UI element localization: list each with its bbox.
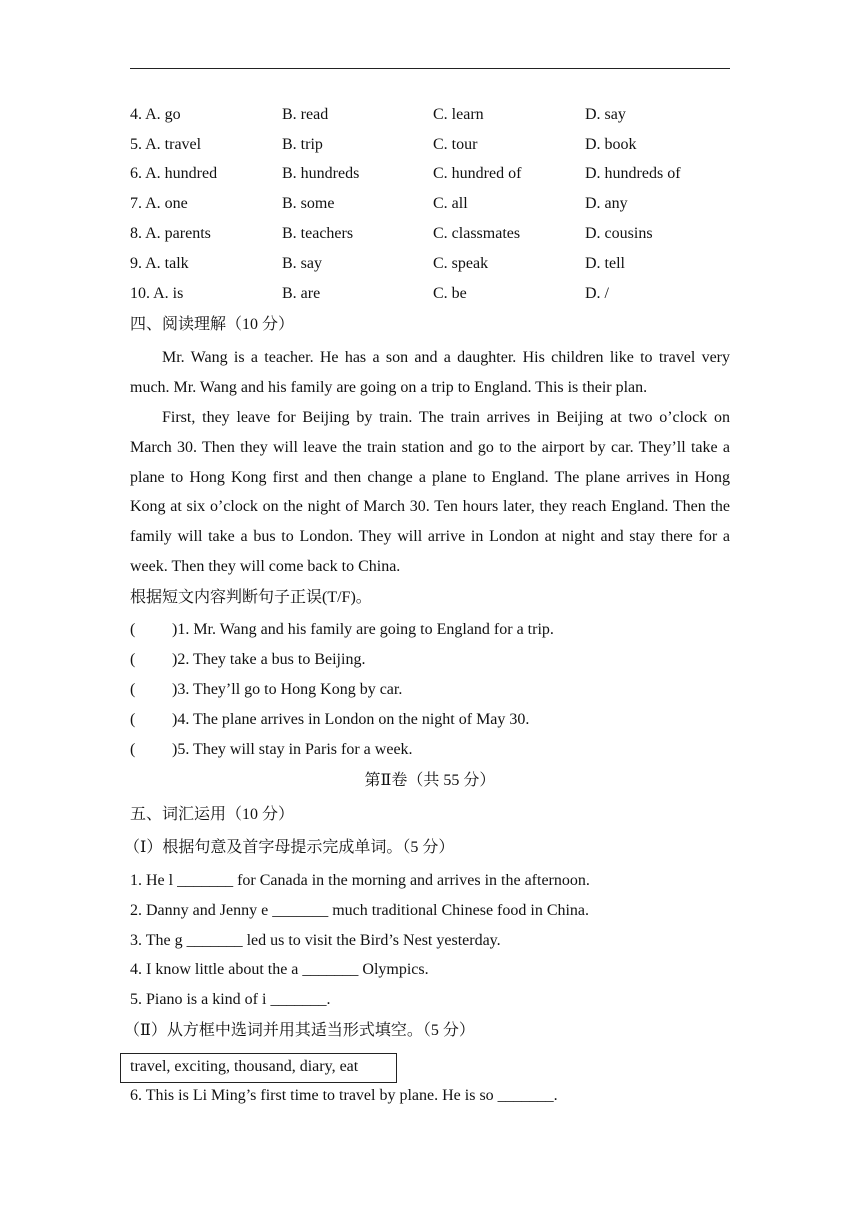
word-bank-box: [120, 1053, 397, 1083]
option-a: 10. A. is: [130, 285, 184, 302]
answer-blank[interactable]: (: [130, 741, 136, 758]
option-d: D. cousins: [585, 225, 653, 242]
option-c: C. hundred of: [433, 165, 522, 182]
option-a: 6. A. hundred: [130, 165, 218, 182]
section5-subheading-2: （Ⅱ）从方框中选词并用其适当形式填空。（5 分）: [124, 1022, 475, 1039]
section4-heading: 四、阅读理解（10 分）: [130, 316, 295, 333]
option-b: B. are: [282, 285, 321, 302]
tf-question: [130, 620, 554, 640]
fill-item: 2. Danny and Jenny e _______ much traditional Chinese food in China.: [130, 902, 590, 919]
tf-question-text: )1. Mr. Wang and his family are going to England for a trip.: [172, 621, 554, 638]
tf-question-text: )4. The plane arrives in London on the night of May 30.: [172, 711, 530, 728]
tf-question-text: )3. They’ll go to Hong Kong by car.: [172, 681, 403, 698]
option-b: B. trip: [282, 136, 323, 153]
option-c: C. speak: [433, 255, 489, 272]
options-row-6: [130, 164, 730, 184]
option-b: B. say: [282, 255, 322, 272]
option-c: C. classmates: [433, 225, 521, 242]
word-bank-text: travel, exciting, thousand, diary, eat: [130, 1058, 359, 1075]
option-d: D. tell: [585, 255, 625, 272]
options-row-10: [130, 284, 730, 304]
option-c: C. tour: [433, 136, 478, 153]
option-b: B. teachers: [282, 225, 354, 242]
option-a: 4. A. go: [130, 106, 181, 123]
option-c: C. be: [433, 285, 467, 302]
option-c: C. all: [433, 195, 468, 212]
reading-paragraph-2: First, they leave for Beijing by train. The train arrives in Beijing at two o’clock on March 30. Then they will leave the train station and go to the airport by car. They’ll take a plane to Hong Kong first and then change a plane to England. The plane arrives in Hong Kong at six o’clock on the night of March 30. Ten hours later, they reach England. Then the family will take a bus to London. They will arrive in London at night and stay there for a week. Then they will come back to China.: [130, 409, 730, 575]
tf-question: [130, 650, 365, 670]
option-a: 9. A. talk: [130, 255, 189, 272]
tf-instruction: 根据短文内容判断句子正误(T/F)。: [130, 589, 372, 606]
option-d: D. hundreds of: [585, 165, 681, 182]
option-d: D. /: [585, 285, 609, 302]
options-row-5: [130, 135, 730, 155]
tf-question: [130, 710, 529, 730]
tf-question-text: )5. They will stay in Paris for a week.: [172, 741, 413, 758]
fill-item: 3. The g _______ led us to visit the Bird’s Nest yesterday.: [130, 932, 501, 949]
part2-title: 第Ⅱ卷（共 55 分）: [364, 772, 496, 789]
options-row-7: [130, 194, 730, 214]
fill-item: 5. Piano is a kind of i _______.: [130, 991, 331, 1008]
tf-question-text: )2. They take a bus to Beijing.: [172, 651, 366, 668]
section5-subheading-1: （Ⅰ）根据句意及首字母提示完成单词。（5 分）: [124, 839, 455, 856]
answer-blank[interactable]: (: [130, 681, 136, 698]
options-row-8: [130, 224, 730, 244]
option-c: C. learn: [433, 106, 484, 123]
option-a: 8. A. parents: [130, 225, 211, 242]
tf-question: [130, 740, 413, 760]
tf-question: [130, 680, 402, 700]
option-d: D. book: [585, 136, 637, 153]
option-a: 7. A. one: [130, 195, 188, 212]
option-b: B. hundreds: [282, 165, 360, 182]
answer-blank[interactable]: (: [130, 711, 136, 728]
fill-item: 1. He l _______ for Canada in the morning and arrives in the afternoon.: [130, 872, 590, 889]
answer-blank[interactable]: (: [130, 621, 136, 638]
reading-paragraph-1: Mr. Wang is a teacher. He has a son and a daughter. His children like to travel very much. Mr. Wang and his family are going on a trip to England. This is their plan.: [130, 349, 730, 396]
options-row-9: [130, 254, 730, 274]
option-b: B. some: [282, 195, 335, 212]
option-d: D. say: [585, 106, 626, 123]
fill-item: 4. I know little about the a _______ Olympics.: [130, 961, 429, 978]
option-a: 5. A. travel: [130, 136, 202, 153]
header-rule: [130, 68, 730, 69]
option-d: D. any: [585, 195, 628, 212]
fill-item: 6. This is Li Ming’s first time to travel by plane. He is so _______.: [130, 1087, 558, 1104]
section5-heading: 五、词汇运用（10 分）: [130, 806, 295, 823]
answer-blank[interactable]: (: [130, 651, 136, 668]
option-b: B. read: [282, 106, 329, 123]
options-row-4: [130, 105, 730, 125]
